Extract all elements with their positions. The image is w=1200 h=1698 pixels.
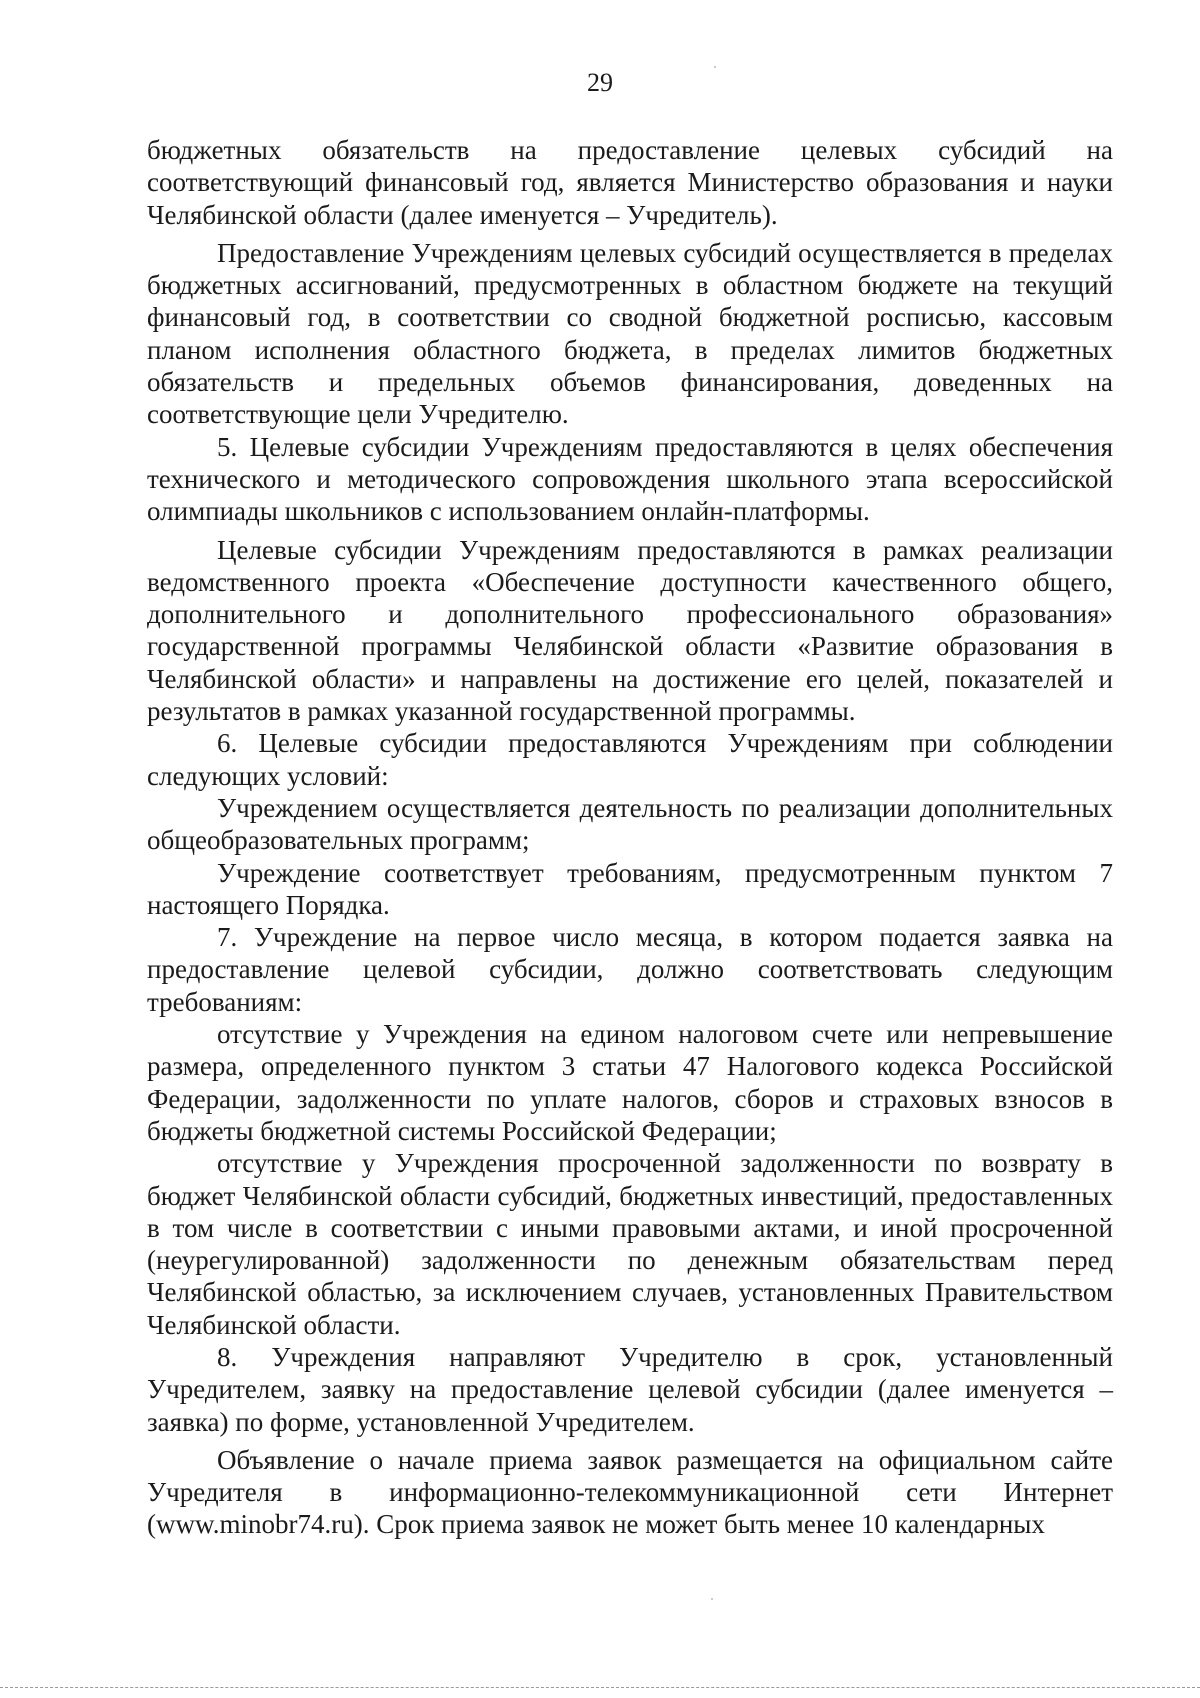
paragraph-clause-7: 7. Учреждение на первое число месяца, в котором подается заявка на предоставление целевой субсидии, должно соответствовать следующим требованиям: (147, 922, 1113, 1017)
paragraph-departmental-project: Целевые субсидии Учреждениям предоставляются в рамках реализации ведомственного проекта «Обеспечение доступности качественного общего, дополнительного и дополнительного профессионального образования» государственной программы Челябинской области «Развитие образования в Челябинской области» и направлены на достижение его целей, показателей и результатов в рамках указанной государственной программы. (147, 534, 1113, 727)
paragraph-condition-activity: Учреждением осуществляется деятельность по реализации дополнительных общеобразовательных программ; (147, 792, 1113, 856)
paragraph-continuation: бюджетных обязательств на предоставление целевых субсидий на соответствующий финансовый год, является Министерство образования и науки Челябинской области (далее именуется – Учредитель). (147, 135, 1113, 230)
paragraph-clause-6: 6. Целевые субсидии предоставляются Учреждениям при соблюдении следующих условий: (147, 728, 1113, 791)
scan-speck (711, 1598, 713, 1600)
paragraph-funding-limits: Предоставление Учреждениям целевых субсидий осуществляется в пределах бюджетных ассигнований, предусмотренных в областном бюджете на текущий финансовый год, в соответствии со сводной бюджетной росписью, кассовым планом исполнения областного бюджета, в пределах лимитов бюджетных обязательств и предельных объемов финансирования, доведенных на соответствующие цели Учредителю. (147, 237, 1113, 430)
paragraph-requirement-tax-debt: отсутствие у Учреждения на едином налоговом счете или непревышение размера, определенного пунктом 3 статьи 47 Налогового кодекса Российской Федерации, задолженности по уплате налогов, сборов и страховых взносов в бюджеты бюджетной системы Российской Федерации; (147, 1019, 1113, 1146)
paragraph-condition-requirements: Учреждение соответствует требованиям, предусмотренным пунктом 7 настоящего Порядка. (147, 857, 1113, 920)
paragraph-requirement-overdue-debt: отсутствие у Учреждения просроченной задолженности по возврату в бюджет Челябинской области субсидий, бюджетных инвестиций, предоставленных в том числе в соответствии с иными правовыми актами, и иной просроченной (неурегулированной) задолженности по денежным обязательствам перед Челябинской областью, за исключением случаев, установленных Правительством Челябинской области. (147, 1148, 1113, 1340)
paragraph-clause-8: 8. Учреждения направляют Учредителю в срок, установленный Учредителем, заявку на предоставление целевой субсидии (далее именуется – заявка) по форме, установленной Учредителем. (147, 1341, 1113, 1437)
scan-edge-line (0, 1687, 1200, 1688)
paragraph-clause-5: 5. Целевые субсидии Учреждениям предоставляются в целях обеспечения технического и методического сопровождения школьного этапа всероссийской олимпиады школьников с использованием онлайн-платформы. (147, 431, 1113, 527)
document-body (147, 134, 1113, 1541)
paragraph-application-announcement: Объявление о начале приема заявок размещается на официальном сайте Учредителя в информационно-телекоммуникационной сети Интернет (www.minobr74.ru). Срок приема заявок не может быть менее 10 календарных (147, 1444, 1113, 1540)
page-number: 29 (587, 68, 613, 97)
scan-speck (714, 66, 716, 68)
